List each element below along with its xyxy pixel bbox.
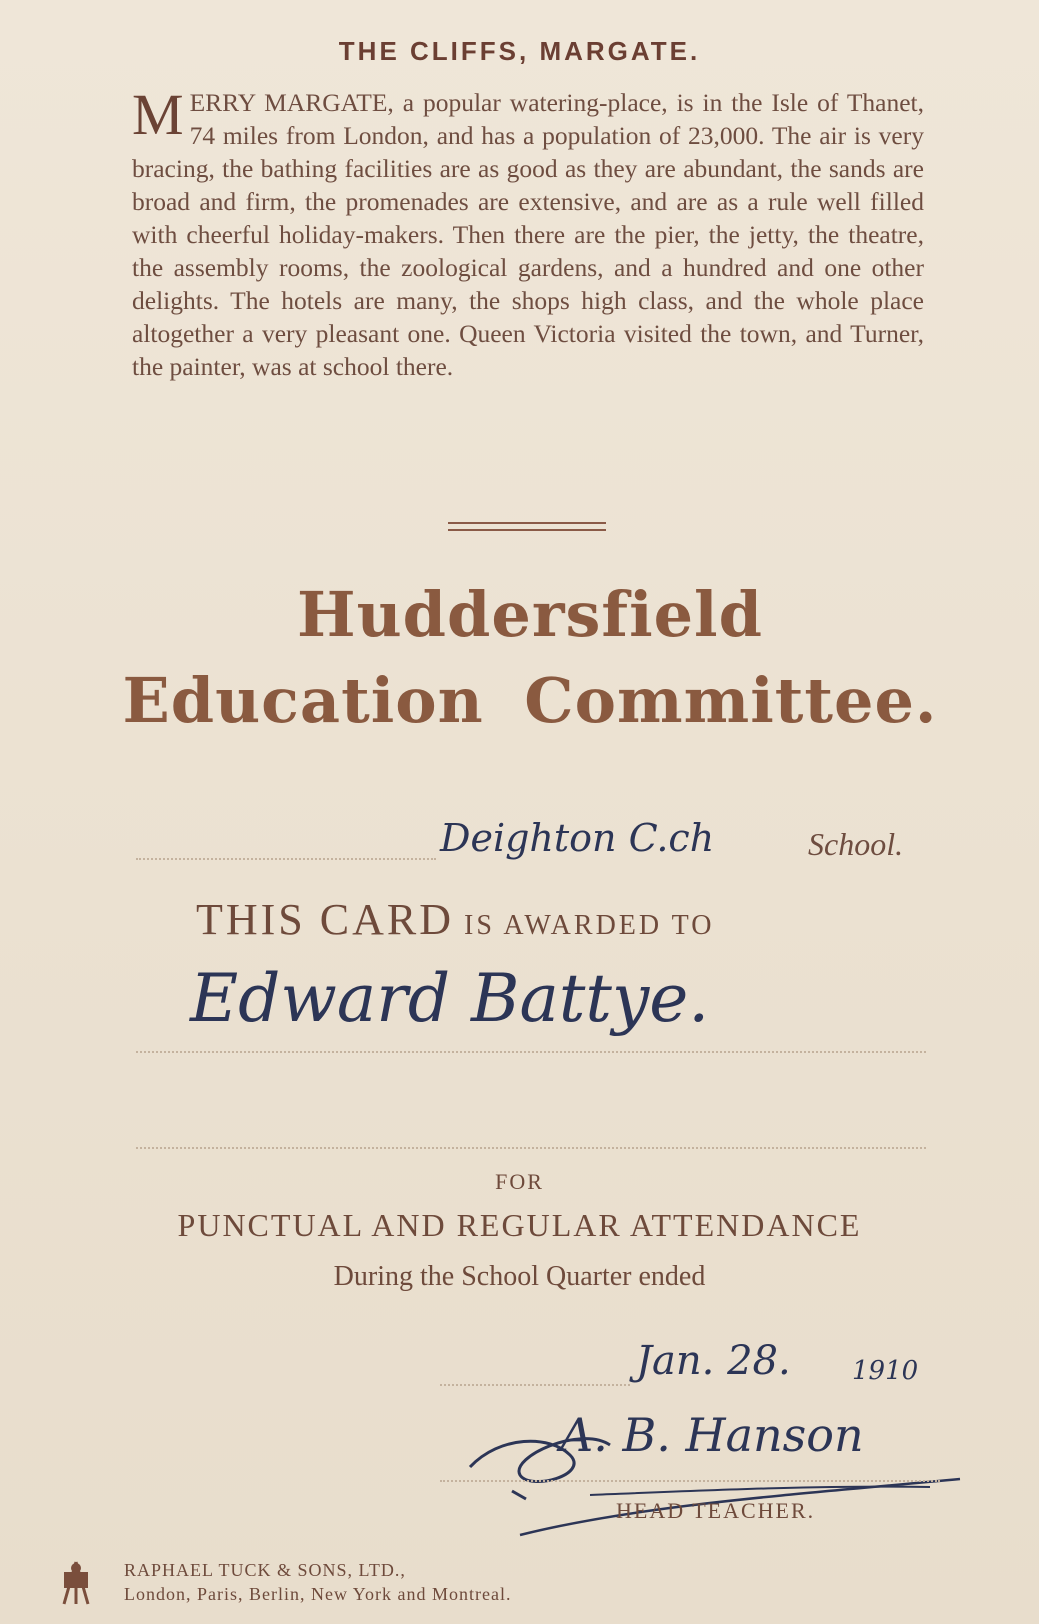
organization-line-1: Huddersfield bbox=[297, 578, 763, 651]
for-label: FOR bbox=[495, 1169, 544, 1194]
publisher-line-1: RAPHAEL TUCK & SONS, LTD., bbox=[124, 1560, 406, 1580]
publisher-line-2: London, Paris, Berlin, New York and Montreal. bbox=[124, 1584, 512, 1604]
award-line bbox=[196, 894, 714, 945]
award-big-text: THIS CARD bbox=[196, 895, 455, 944]
signature-dotted-line bbox=[440, 1480, 940, 1482]
attendance-line: PUNCTUAL AND REGULAR ATTENDANCE bbox=[177, 1207, 862, 1243]
description-text: ERRY MARGATE, a popular watering-place, is in the Isle of Thanet, 74 miles from London, and has a population of 23,000. The air is very bracing, the bathing facilities are as good as they are abundant, the sands are broad and firm, the promenades are extensive, and are as a rule well filled with cheerful holiday-makers. Then there are the pier, the jetty, the theatre, the assembly rooms, the zoological gardens, and a hundred and one other delights. The hotels are many, the shops high class, and the whole place altogether a very pleasant one. Queen Victoria visited the town, and Turner, the painter, was at school there. bbox=[132, 88, 924, 381]
award-small-text: IS AWARDED TO bbox=[464, 910, 715, 941]
date-handwritten: Jan. 28. bbox=[636, 1338, 791, 1384]
head-teacher-label: HEAD TEACHER. bbox=[616, 1498, 816, 1523]
during-line: During the School Quarter ended bbox=[333, 1261, 706, 1292]
recipient-dotted-line-2 bbox=[136, 1147, 926, 1149]
organization-line-2: Education Committee. bbox=[122, 664, 938, 737]
recipient-dotted-line bbox=[136, 1051, 926, 1053]
date-year: 1910 bbox=[852, 1356, 919, 1386]
school-dotted-line bbox=[136, 858, 436, 860]
margate-description bbox=[132, 82, 924, 383]
school-handwritten: Deighton C.ch bbox=[440, 816, 715, 860]
recipient-handwritten: Edward Battye. bbox=[190, 960, 710, 1037]
drop-cap: M bbox=[132, 82, 184, 147]
school-label: School. bbox=[808, 826, 904, 862]
card-heading: THE CLIFFS, MARGATE. bbox=[338, 36, 701, 66]
tuck-easel-logo-icon bbox=[58, 1560, 94, 1606]
publisher-imprint bbox=[124, 1558, 511, 1606]
signature-handwritten: A. B. Hanson bbox=[560, 1408, 864, 1462]
date-dotted-line bbox=[440, 1384, 630, 1386]
double-rule-divider bbox=[448, 522, 606, 531]
